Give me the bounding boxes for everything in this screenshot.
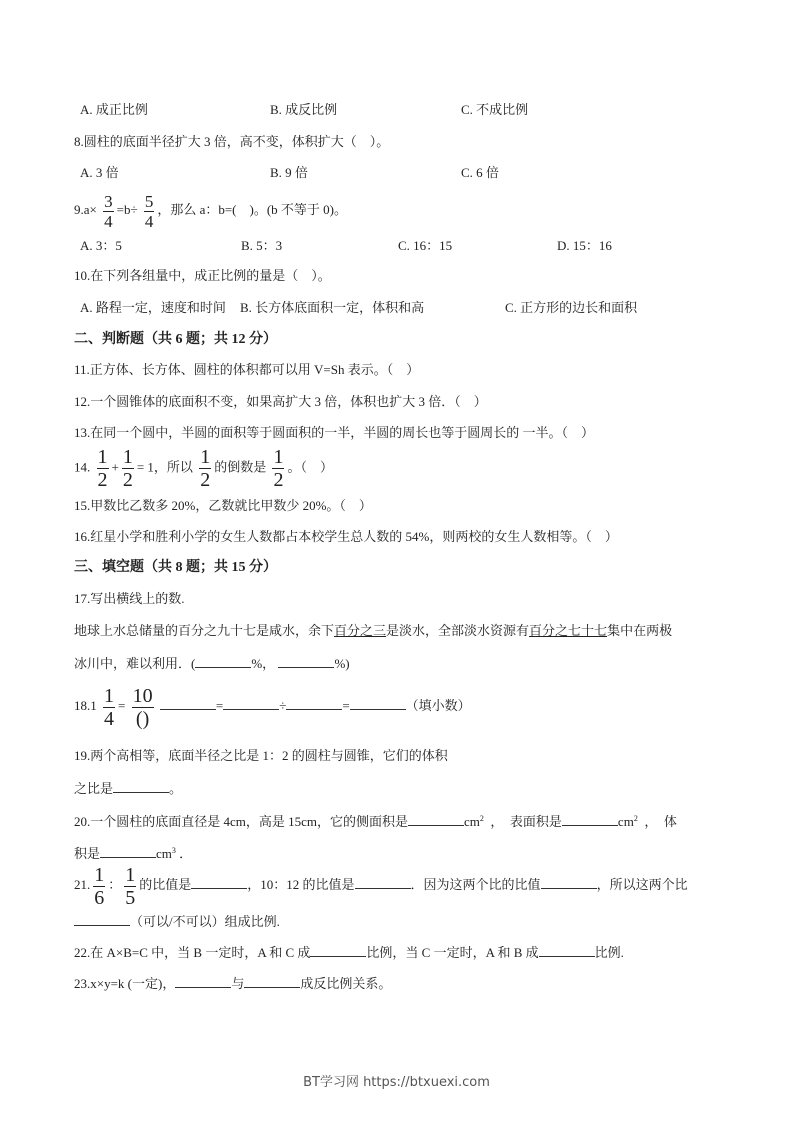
q18-fraction-1: $\frac{1}{4}$ bbox=[104, 684, 114, 730]
answer-blank[interactable] bbox=[541, 875, 597, 889]
q8-option-c: C. 6 倍 bbox=[461, 165, 499, 180]
q17-line-2: 冰川中，难以利用．( %， %) bbox=[74, 656, 350, 671]
q23: 23.x×y=k (一定)， 与 成反比例关系。 bbox=[74, 976, 392, 991]
q9-fraction-1: $\frac{3}{4}$ bbox=[104, 191, 113, 231]
q7-option-b: B. 成反比例 bbox=[270, 102, 338, 117]
q10-option-c: C. 正方形的边长和面积 bbox=[505, 300, 638, 315]
q19-line-2: 之比是 。 bbox=[74, 781, 183, 796]
q9-prefix: 9.a× bbox=[74, 202, 97, 217]
q21-fraction-1: $\frac{1}{6}$ bbox=[94, 863, 105, 909]
answer-blank[interactable] bbox=[223, 696, 279, 710]
answer-blank[interactable] bbox=[113, 779, 169, 793]
answer-blank[interactable] bbox=[175, 974, 231, 988]
q17-line-1: 地球上水总储量的百分之九十七是咸水，余下百分之三是淡水，全部淡水资源有百分之七十七集中在两极 bbox=[74, 623, 673, 638]
q9-option-a: A. 3：5 bbox=[80, 238, 122, 253]
answer-blank[interactable] bbox=[350, 696, 406, 710]
answer-blank[interactable] bbox=[408, 812, 464, 826]
q21-fraction-2: $\frac{1}{5}$ bbox=[125, 863, 136, 909]
q12: 12.一个圆锥体的底面积不变，如果高扩大 3 倍，体积也扩大 3 倍．（ ） bbox=[74, 394, 487, 409]
q13: 13.在同一个圆中，半圆的面积等于圆面积的一半，半圆的周长也等于圆周长的 一半。（ ） bbox=[74, 425, 595, 440]
q9-mid: =b÷ bbox=[116, 202, 138, 217]
q10-option-b: B. 长方体底面积一定，体积和高 bbox=[240, 300, 425, 315]
q8-option-b: B. 9 倍 bbox=[270, 165, 308, 180]
footer-watermark: BT学习网 https://btxuexi.com bbox=[303, 1075, 490, 1090]
answer-blank[interactable] bbox=[191, 875, 247, 889]
q11: 11.正方体、长方体、圆柱的体积都可以用 V=Sh 表示。（ ） bbox=[74, 362, 420, 377]
q7-option-c: C. 不成比例 bbox=[461, 102, 529, 117]
q14-fraction-half-2: $\frac{1}{2}$ bbox=[122, 446, 133, 491]
q9-fraction-2: $\frac{5}{4}$ bbox=[144, 191, 154, 231]
q18: 18.1 $\frac{1}{4}$ = $\frac{10}{()}$ = ÷ = （填小数） bbox=[74, 684, 471, 730]
q20-line-1: 20.一个圆柱的底面直径是 4cm，高是 15cm，它的侧面积是 $cm^2$ ， 表面积是 $cm^2$ ， 体 bbox=[74, 814, 677, 829]
q21-line-2: （可以/不可以）组成比例. bbox=[74, 912, 280, 931]
q8-stem: 8.圆柱的底面半径扩大 3 倍，高不变，体积扩大（ ）。 bbox=[74, 134, 390, 149]
q16: 16.红星小学和胜利小学的女生人数都占本校学生总人数的 54%，则两校的女生人数相等。（ ） bbox=[74, 529, 618, 544]
q20-line-2: 积是 $cm^3$ ． bbox=[74, 846, 193, 861]
answer-blank[interactable] bbox=[562, 812, 618, 826]
q9-option-d: D. 15：16 bbox=[557, 238, 612, 253]
q9-option-c: C. 16：15 bbox=[398, 238, 453, 253]
q14-fraction-half-1: $\frac{1}{2}$ bbox=[97, 446, 108, 491]
q9-option-b: B. 5：3 bbox=[241, 238, 283, 253]
q10-stem: 10.在下列各组量中，成正比例的量是（ ）。 bbox=[74, 268, 331, 283]
underlined-term-1: 百分之三 bbox=[334, 623, 387, 638]
q7-option-a: A. 成正比例 bbox=[80, 102, 148, 117]
q18-fraction-2: $\frac{10}{()}$ bbox=[132, 684, 153, 730]
q8-option-a: A. 3 倍 bbox=[80, 165, 119, 180]
answer-blank[interactable] bbox=[100, 844, 156, 858]
answer-blank[interactable] bbox=[286, 696, 342, 710]
q9-stem bbox=[74, 191, 347, 230]
q22: 22.在 A×B=C 中，当 B 一定时，A 和 C 成 比例，当 C 一定时，A 和 B 成 比例. bbox=[74, 945, 624, 960]
answer-blank[interactable] bbox=[74, 912, 130, 926]
answer-blank[interactable] bbox=[278, 654, 334, 668]
answer-blank[interactable] bbox=[244, 974, 300, 988]
q14-fraction-half-3: $\frac{1}{2}$ bbox=[200, 446, 211, 491]
answer-blank[interactable] bbox=[355, 875, 411, 889]
q14-fraction-half-4: $\frac{1}{2}$ bbox=[273, 446, 284, 491]
answer-blank[interactable] bbox=[539, 943, 595, 957]
q14: 14. $\frac{1}{2}$ + $\frac{1}{2}$ = 1，所以 $\frac{1}{2}$ 的倒数是 $\frac{1}{2}$ 。（ ） bbox=[74, 446, 333, 491]
answer-blank[interactable] bbox=[160, 696, 216, 710]
q10-option-a: A. 路程一定，速度和时间 bbox=[80, 300, 226, 315]
answer-blank[interactable] bbox=[310, 943, 366, 957]
q9-suffix: ，那么 a：b=( )。(b 不等于 0)。 bbox=[157, 202, 347, 217]
answer-blank[interactable] bbox=[195, 654, 251, 668]
q21-line-1: 21. $\frac{1}{6}$ ： $\frac{1}{5}$ 的比值是 ，10：12 的比值是 ．因为这两个比的比值 ，所以这两个比 bbox=[74, 863, 688, 909]
underlined-term-2: 百分之七十七 bbox=[529, 623, 608, 638]
section-2-heading: 二、判断题（共 6 题；共 12 分） bbox=[74, 332, 277, 347]
q17-stem: 17.写出横线上的数. bbox=[74, 591, 185, 606]
q19-line-1: 19.两个高相等，底面半径之比是 1：2 的圆柱与圆锥，它们的体积 bbox=[74, 748, 448, 763]
q15: 15.甲数比乙数多 20%，乙数就比甲数少 20%。（ ） bbox=[74, 498, 372, 513]
section-3-heading: 三、填空题（共 8 题；共 15 分） bbox=[74, 560, 277, 575]
